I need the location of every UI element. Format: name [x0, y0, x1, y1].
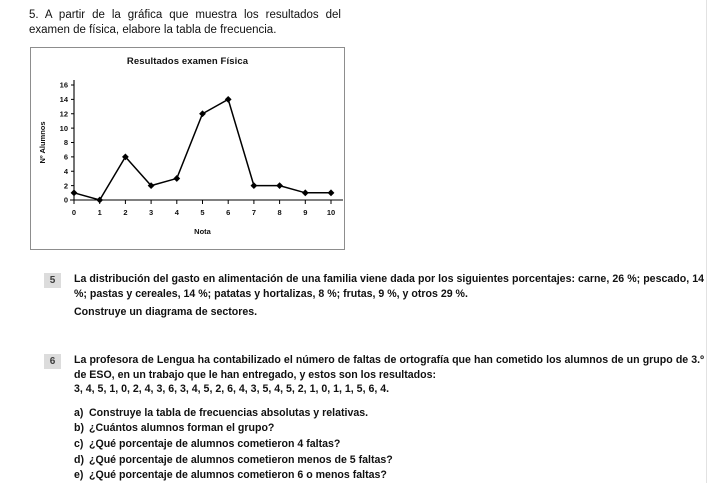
x-axis-tick-label: 0: [71, 208, 77, 217]
chart-container: [30, 47, 345, 250]
y-axis-label: Nº Alumnos: [38, 121, 47, 164]
sub-question-item: [74, 468, 704, 483]
y-axis-tick-label: 8: [63, 138, 68, 148]
y-axis-tick-label: 14: [59, 95, 68, 105]
exercise-5: [44, 272, 704, 320]
exercise-number-badge: 5: [44, 273, 61, 288]
exercise-6: [44, 353, 704, 484]
sub-question-text: ¿Qué porcentaje de alumnos cometieron 4 faltas?: [89, 437, 341, 450]
data-point-marker: [251, 182, 258, 189]
y-axis-tick-label: 12: [59, 109, 68, 119]
data-point-marker: [96, 197, 103, 204]
sub-question-items: [74, 406, 704, 483]
exercise-number-badge: 6: [44, 354, 61, 369]
exercise-5-statement: La distribución del gasto en alimentación de una familia viene dada por los siguientes porcentajes: carne, 26 %; pescado, 14 %; pastas y cereales, 14 %; patatas y hortalizas, 8 %; frutas, 9 %, y otros 29 %.: [74, 273, 704, 300]
x-axis-tick-label: 5: [200, 208, 205, 217]
data-point-marker: [302, 189, 309, 196]
exercise-body: [74, 353, 704, 484]
sub-question-tag: a): [74, 406, 84, 419]
y-axis-tick-label: 2: [63, 181, 68, 191]
data-point-marker: [225, 96, 232, 103]
sub-question-item: [74, 453, 704, 468]
data-point-marker: [276, 182, 283, 189]
y-axis-tick-label: 0: [63, 195, 68, 205]
data-point-marker: [199, 110, 206, 117]
x-axis-tick-label: 7: [251, 208, 256, 217]
sub-question-text: ¿Qué porcentaje de alumnos cometieron menos de 5 faltas?: [89, 453, 393, 466]
x-axis-tick-label: 1: [97, 208, 102, 217]
data-point-marker: [173, 175, 180, 182]
x-axis-tick-label: 2: [123, 208, 128, 217]
y-axis-tick-label: 4: [63, 166, 68, 176]
sub-question-text: ¿Qué porcentaje de alumnos cometieron 6 o menos faltas?: [89, 469, 387, 482]
sub-question-tag: d): [74, 453, 84, 466]
y-axis-tick-label: 16: [59, 80, 68, 90]
x-axis-tick-label: 6: [226, 208, 231, 217]
chart-plot: [31, 48, 344, 249]
x-axis-tick-label: 9: [303, 208, 308, 217]
x-axis-label: Nota: [194, 227, 211, 236]
exercise-body: [74, 272, 704, 320]
sub-question-item: [74, 421, 704, 436]
sub-question-tag: b): [74, 422, 84, 435]
data-point-marker: [328, 189, 335, 196]
x-axis-tick-label: 3: [149, 208, 154, 217]
page-edge-rule: [706, 0, 707, 483]
chart-title: Resultados examen Física: [126, 56, 249, 67]
page-title: 5. A partir de la gráfica que muestra los resultados del examen de física, elabore la tabla de frecuencia.: [29, 9, 341, 36]
sub-question-item: [74, 437, 704, 452]
x-axis-tick-label: 8: [277, 208, 282, 217]
sub-question-list: [74, 406, 704, 483]
exercise-6-statement: La profesora de Lengua ha contabilizado el número de faltas de ortografía que han cometido los alumnos de un grupo de 3.º de ESO, en un trabajo que le han entregado, y estos son los resultados:: [74, 354, 704, 381]
y-axis-tick-label: 10: [59, 123, 68, 133]
exercise-5-instruction: Construye un diagrama de sectores.: [74, 306, 258, 319]
data-point-marker: [71, 189, 78, 196]
sub-question-text: ¿Cuántos alumnos forman el grupo?: [89, 422, 275, 435]
sub-question-item: [74, 406, 704, 421]
y-axis-tick-label: 6: [63, 152, 68, 162]
x-axis-tick-label: 4: [174, 208, 179, 217]
sub-question-tag: e): [74, 469, 84, 482]
x-axis-tick-label: 10: [326, 208, 336, 217]
sub-question-text: Construye la tabla de frecuencias absolutas y relativas.: [89, 406, 369, 419]
exercise-6-data-list: 3, 4, 5, 1, 0, 2, 4, 3, 6, 3, 4, 5, 2, 6, 4, 3, 5, 4, 5, 2, 1, 0, 1, 1, 5, 6, 4.: [74, 383, 390, 396]
sub-question-tag: c): [74, 437, 84, 450]
